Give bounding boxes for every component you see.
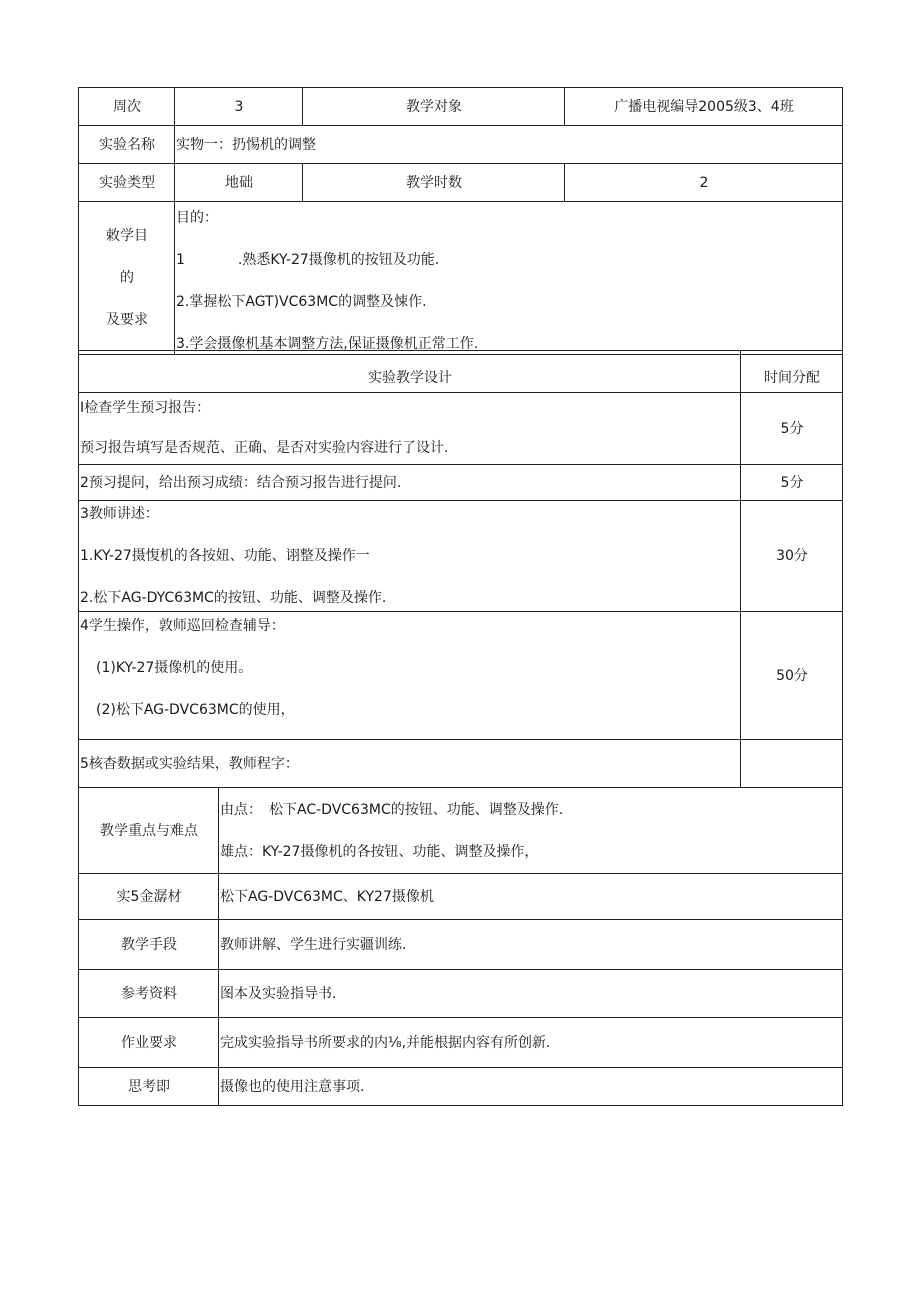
step-4-line-3: (2)松下AG-DVC63MC的使用， [96,702,295,718]
step-3-line-1: 3教师讲述： [80,506,159,522]
hw-row [79,1018,843,1068]
focus-line-1: 由点： 松下AC-DVC63MC的按钮、功能、调整及操作. [220,801,564,818]
step-3-line-2: 1.KY-27摄愎机的各按妞、功能、诩整及操作一 [80,548,370,564]
goal-content [175,202,843,355]
step-3-line-3: 2.松下AG-DYC63MC的按钮、功能、调整及操作. [80,590,387,606]
ref-value: 图本及实验指导书. [219,970,843,1018]
step-4-line-1: 4学生操作，敦师巡回检查辅导： [80,618,285,634]
hw-label: 作业要求 [79,1018,219,1068]
extra-info-table [78,787,843,1106]
focus-row [79,788,843,874]
step-2-time: 5分 [741,465,843,501]
name-row [79,126,843,164]
goal-item-1 [176,250,842,270]
goal-item-1-num: 1 [176,252,185,268]
design-table [78,350,843,788]
step-row-1 [79,393,843,465]
ref-label: 参考资料 [79,970,219,1018]
name-value: 实物一：扔惕机的调整 [175,126,843,164]
goal-label-line-3: 及要求 [106,312,148,328]
hours-value: 2 [565,164,843,202]
think-value: 摄像也的使用注意事项. [219,1068,843,1106]
equip-value: 松下AG-DVC63MC、KY27摄像机 [219,874,843,920]
goal-label [79,202,175,355]
step-row-5 [79,740,843,788]
step-3-time: 30分 [741,501,843,612]
target-value: 广播电视编导2005级3、4班 [565,88,843,126]
type-row [79,164,843,202]
step-row-2 [79,465,843,501]
goal-item-1-text: .熟悉KY-27摄像机的按钮及功能. [237,252,440,268]
goal-title: 目的： [176,210,218,226]
type-label: 实验类型 [79,164,175,202]
focus-label: 教学重点与难点 [79,788,219,874]
step-4-line-2: (1)KY-27摄像机的使用。 [96,660,253,676]
name-label: 实验名称 [79,126,175,164]
goal-label-line-1: 敕学目 [106,228,148,244]
design-header-row [79,351,843,393]
target-label: 教学对象 [303,88,565,126]
design-header-time: 时间分配 [741,351,843,393]
step-1-content [79,393,741,465]
hw-value: 完成实验指导书所要求的内⅛,并能根据内容有所创新. [219,1018,843,1068]
step-1-line-1: I检查学生预习报告： [80,400,211,416]
goal-item-2: 2.掌握松下AGT)VC63MC的调整及悚作. [176,294,427,310]
step-1-time: 5分 [741,393,843,465]
step-5-time [741,740,843,788]
week-label: 周次 [79,88,175,126]
step-5-content: 5核杳数据或实验结果，教师程字： [79,740,741,788]
goal-row [79,202,843,355]
method-row [79,920,843,970]
design-header-title: 实验教学设计 [79,351,741,393]
step-row-4 [79,612,843,740]
course-info-table [78,87,843,355]
ref-row [79,970,843,1018]
focus-content [219,788,843,874]
step-row-3 [79,501,843,612]
method-label: 教学手段 [79,920,219,970]
hours-label: 教学时数 [303,164,565,202]
goal-item-3: 3.学会摄像机基本调整方法,保证摄像机正常工作. [176,336,479,352]
step-4-time: 50分 [741,612,843,740]
week-value: 3 [175,88,303,126]
equip-label: 实5金潺材 [79,874,219,920]
step-2-content: 2预习提问，给出预习成绩：结合预习报告进行提问. [79,465,741,501]
step-3-content [79,501,741,612]
method-value: 教师讲解、学生进行实疆训练. [219,920,843,970]
think-label: 思考即 [79,1068,219,1106]
step-4-content [79,612,741,740]
type-value: 地础 [175,164,303,202]
think-row [79,1068,843,1106]
week-row [79,88,843,126]
focus-line-2: 雄点：KY-27摄像机的各按钮、功能、调整及操作， [220,843,539,860]
goal-label-line-2: 的 [120,270,134,286]
step-1-line-2: 预习报告填写是否规范、正确、是否对实验内容进行了设计. [80,440,449,456]
equip-row [79,874,843,920]
